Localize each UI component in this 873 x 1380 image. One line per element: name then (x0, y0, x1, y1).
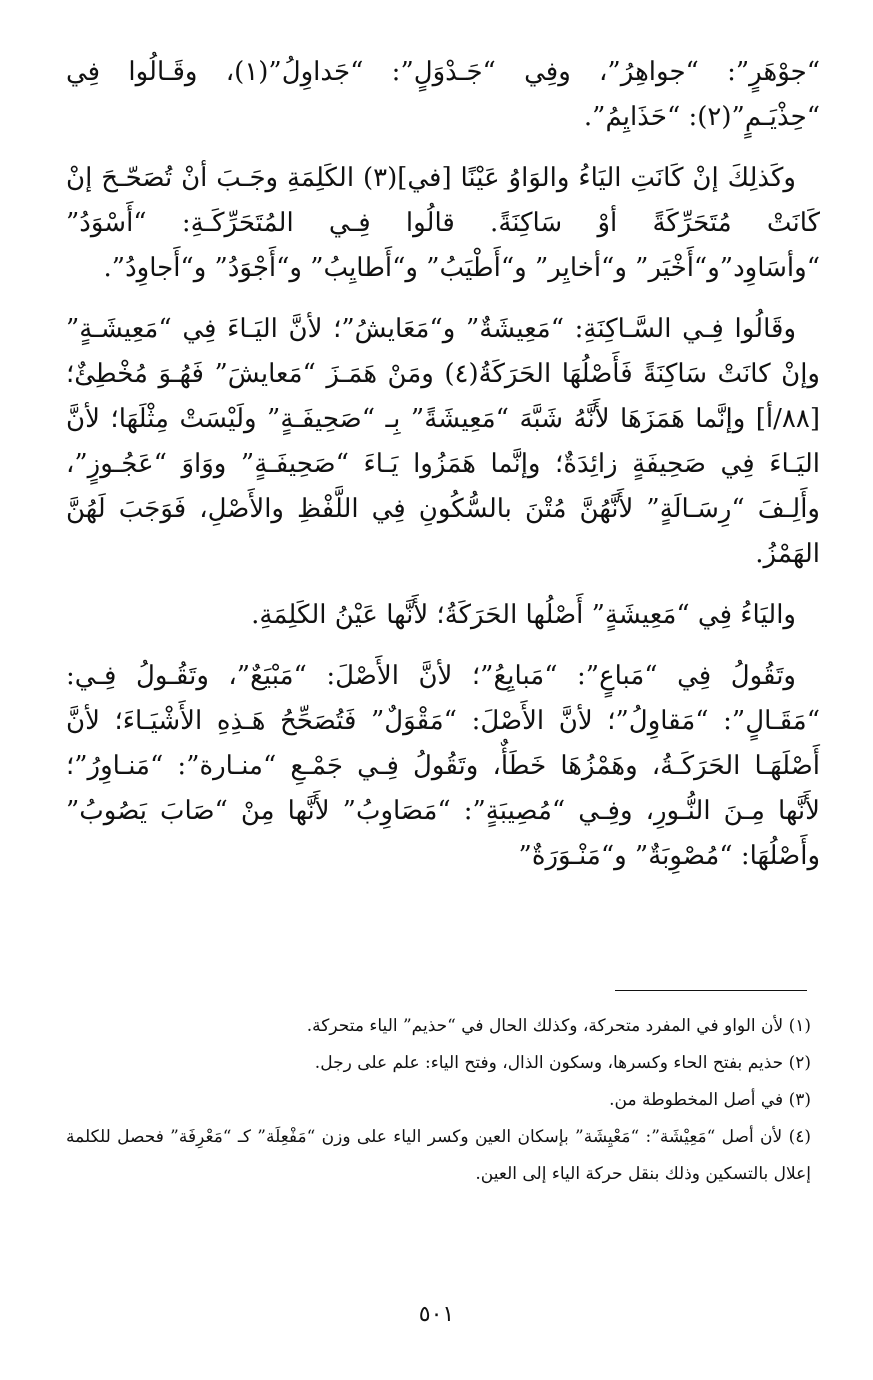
main-text-body (66, 50, 820, 895)
page-number: ٥٠١ (418, 1302, 455, 1327)
paragraph: “جوْهَرٍ”: “جواهِرُ”، وفِي “جَـدْوَلٍ”: “جَداوِلُ”(١)، وقَـالُوا فِي “حِذْيَـمٍ”(٢): “حَذَايِمُ”. (66, 57, 820, 132)
paragraph: وكَذلِكَ إنْ كَانَتِ اليَاءُ والوَاوُ عَيْنًا [في](٣) الكَلِمَةِ وجَـبَ أنْ تُصَحّـحَ إنْ كَانَتْ مُتَحَرِّكَةً أوْ سَاكِنَةً. قالُوا فِـي المُتَحَرِّكَـةِ: “أَسْوَدُ” “وأسَاوِد”و“أَخْيَر” و“أخايِر” و“أَطْيَبُ” و“أَطايِبُ” و“أَجْوَدُ” و“أَجاوِدُ”. (66, 163, 820, 283)
footnote: (١) لأن الواو في المفرد متحركة، وكذلك الحال في “حذيم” الياء متحركة. (306, 1016, 811, 1036)
footnote: (٣) في أصل المخطوطة من. (609, 1090, 811, 1110)
paragraph: وتَقُولُ فِي “مَباعٍ”: “مَبايِعُ”؛ لأنَّ الأَصْلَ: “مَبْيَعٌ”، وتَقُـولُ فِـي: “مَقَـالٍ”: “مَقاوِلُ”؛ لأنَّ الأَصْلَ: “مَقْوَلٌ” فَتُصَحِّحُ هَـذِهِ الأَشْيَـاءَ؛ لأنَّ أَصْلَهَـا الحَرَكَـةُ، وهَمْزُهَا خَطَأٌ، وتَقُولُ فِـي جَمْـعِ “منـارة”: “مَنـاوِرُ”؛ لأَنَّها مِـنَ النُّـورِ، وفِـي “مُصِيبَةٍ”: “مَصَاوِبُ” لأَنَّها مِنْ “صَابَ يَصُوبُ” وأَصْلُهَا: “مُصْوِبَةٌ” و“مَنْـوَرَةٌ” (66, 661, 820, 871)
footnote-separator (615, 990, 807, 991)
paragraph: واليَاءُ فِي “مَعِيشَةٍ” أَصْلُها الحَرَكَةُ؛ لأَنَّها عَيْنُ الكَلِمَةِ. (251, 600, 796, 630)
paragraph: وقَالُوا فِـي السَّـاكِنَةِ: “مَعِيشَةٌ” و“مَعَايشُ”؛ لأنَّ اليَـاءَ فِي “مَعِيشَـةٍ” وإنْ كانَتْ سَاكِنَةً فَأَصْلُهَا الحَرَكَةُ(٤) ومَنْ هَمَـزَ “مَعايشَ” فَهُـوَ مُخْطِئٌ؛ [٨٨/أ] وإنَّما هَمَزَهَا لأَنَّهُ شَبَّهَ “مَعِيشَةً” بِـ “صَحِيفَـةٍ” ولَيْسَتْ مِثْلَهَا؛ لأنَّ اليَـاءَ فِي صَحِيفَةٍ زائِدَةٌ؛ وإنَّما هَمَزُوا يَـاءَ “صَحِيفَـةٍ” ووَاوَ “عَجُـوزٍ”، وأَلِـفَ “رِسَـالَةٍ” لأَنَّهُنَّ مُتْنَ بالسُّكُونِ فِي اللَّفْظِ والأَصْلِ، فَوَجَبَ لَهُنَّ الهَمْزُ. (66, 314, 820, 569)
footnotes (66, 1008, 811, 1193)
footnote: (٢) حذيم بفتح الحاء وكسرها، وسكون الذال، وفتح الياء: علم على رجل. (314, 1053, 811, 1073)
footnote: (٤) لأن أصل “مَعِيْشَة”: “مَعْيِشَة” بإسكان العين وكسر الياء على وزن “مَفْعِلَة” كـ “مَعْرِفَة” فحصل للكلمة إعلال بالتسكين وذلك بنقل حركة الياء إلى العين. (66, 1127, 811, 1184)
